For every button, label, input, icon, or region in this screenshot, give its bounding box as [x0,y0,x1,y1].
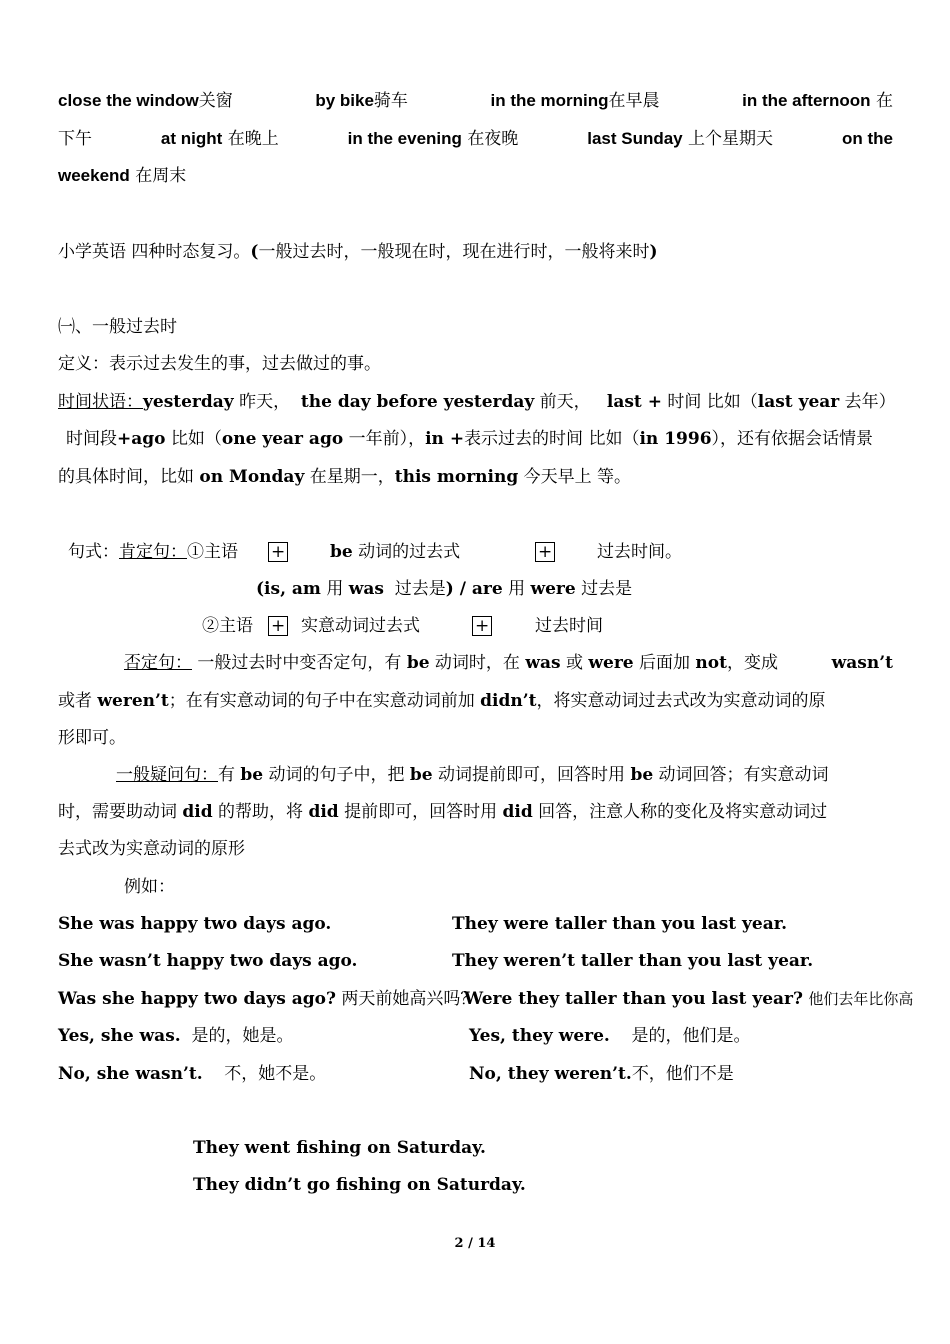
phrase-cn: 在晚上 [227,129,279,149]
question-line-1: 一般疑问句：有 be 动词的句子中，把 be 动词提前即可，回答时用 be 动词回答；有实意动词 [116,765,829,785]
example-left-4: Yes, she was. 是的，她是。 [58,1026,294,1046]
label-question: 一般疑问句： [116,765,218,785]
pattern-time: 过去时间。 [597,542,682,562]
negative-line-1: 否定句： 一般过去时中变否定句，有 be 动词时，在 was 或 were 后面加 not，变成 wasn’t [124,653,893,673]
example-right-5: No, they weren’t.不，他们不是 [469,1064,734,1084]
vocab-line-1 [58,90,893,112]
pattern-note: (is, am 用 was 过去是) / are 用 were 过去是 [256,579,633,599]
vocab-line-3 [58,165,186,187]
phrase-en: last Sunday [587,129,683,148]
example-left-2: She wasn’t happy two days ago. [58,951,358,971]
example-right-2: They weren’t taller than you last year. [452,951,814,971]
phrase-cn: 下午 [58,129,92,149]
example-label: 例如： [124,877,175,897]
plus-box: + [535,541,555,563]
phrase-en: in the afternoon [742,91,871,110]
adverbials-line-2: 时间段+ago 比如（one year ago 一年前），in +表示过去的时间 比如（in 1996），还有依据会话情景 [66,429,874,449]
phrase-cn: 上个星期天 [688,129,774,149]
phrase-cn: 在早晨 [608,91,660,111]
plus-box: + [268,541,288,563]
phrase-cn: 在周末 [135,166,187,186]
phrase-cn: 在 [875,91,893,111]
phrase-en: on the [841,129,893,148]
phrase-en: at night [160,129,223,148]
question-line-3: 去式改为实意动词的原形 [58,839,245,859]
example-left-1: She was happy two days ago. [58,914,332,934]
adverbials-line-3: 的具体时间，比如 on Monday 在星期一，this morning 今天早上 等。 [58,467,632,487]
section-title: 小学英语 四种时态复习。(一般过去时，一般现在时，现在进行时，一般将来时) [58,242,658,262]
example-extra-1: They went fishing on Saturday. [193,1138,486,1158]
adverbials-line-1: 时间状语：yesterday 昨天， the day before yesterday 前天， last + 时间 比如（last year 去年） [58,392,896,412]
example-left-5: No, she wasn’t. 不，她不是。 [58,1064,327,1084]
phrase-cn: 关窗 [198,91,233,111]
phrase-en: close the window [58,91,199,110]
example-left-3: Was she happy two days ago? 两天前她高兴吗？ [58,989,478,1009]
negative-line-3: 形即可。 [58,728,126,748]
label-time-adverbial: 时间状语： [58,392,143,412]
pattern-be-past: be 动词的过去式 [330,542,461,562]
example-right-1: They were taller than you last year. [452,914,788,934]
phrase-en: by bike [315,91,374,110]
label-negative: 否定句： [124,653,192,673]
plus-box: + [472,615,492,637]
negative-line-2: 或者 weren’t；在有实意动词的句子中在实意动词前加 didn’t，将实意动词过去式改为实意动词的原 [58,691,826,711]
example-right-4: Yes, they were. 是的，他们是。 [469,1026,751,1046]
page-number: 2 / 14 [454,1236,496,1251]
example-right-3: Were they taller than you last year? 他们去年比你高 [464,989,914,1009]
phrase-en: in the evening [347,129,462,148]
pattern-line-2-subject: ②主语 [202,616,253,636]
pattern-line-2-time: 过去时间 [535,616,603,636]
part-heading: ㈠、一般过去时 [58,317,177,337]
label-affirmative: 肯定句： [119,542,187,562]
example-extra-2: They didn’t go fishing on Saturday. [193,1175,526,1195]
question-line-2: 时，需要助动词 did 的帮助，将 did 提前即可，回答时用 did 回答，注意人称的变化及将实意动词过 [58,802,828,822]
pattern-line-1: 句式：肯定句：①主语 [68,542,238,562]
definition: 定义：表示过去发生的事，过去做过的事。 [58,354,381,374]
pattern-line-2-verb: 实意动词过去式 [301,616,420,636]
phrase-cn: 骑车 [373,91,408,111]
phrase-en: weekend [58,166,130,185]
plus-box: + [268,615,288,637]
phrase-cn: 在夜晚 [467,129,519,149]
vocab-line-2 [58,128,893,150]
phrase-en: in the morning [490,91,609,110]
